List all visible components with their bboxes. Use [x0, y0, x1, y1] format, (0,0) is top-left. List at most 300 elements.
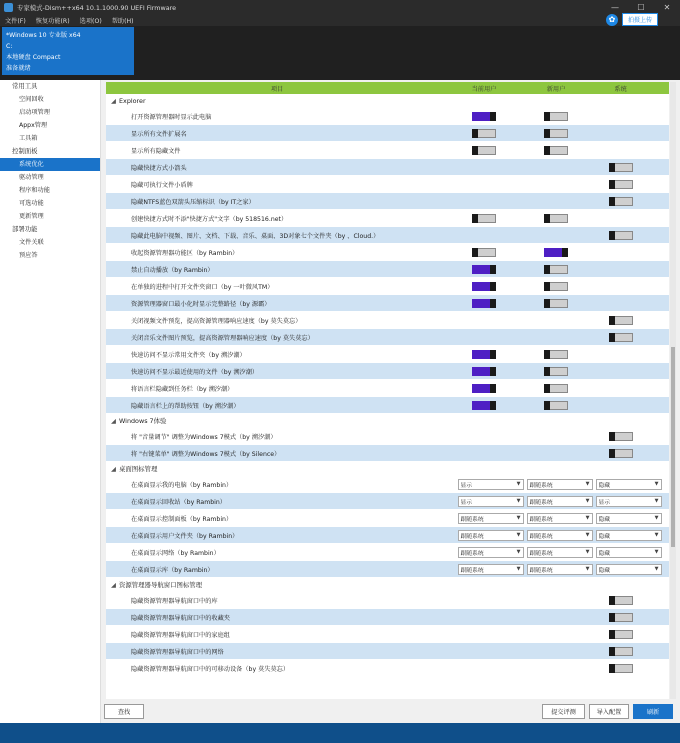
- toggle-knob: [490, 265, 496, 274]
- sidebar-group-title: 部署功能: [12, 225, 38, 233]
- setting-label: 收起资源管理器功能区（by Rambin）: [131, 249, 239, 257]
- new-user-toggle[interactable]: [544, 129, 568, 138]
- setting-row: [106, 346, 669, 363]
- current-user-cell: [448, 384, 520, 393]
- setting-row: [106, 609, 669, 626]
- new-user-cell: [520, 367, 592, 376]
- setting-row: [106, 227, 669, 244]
- setting-label: 资源管理器窗口最小化时显示完整路径（by 源霸）: [131, 300, 271, 308]
- select-value: 隐藏: [598, 482, 611, 489]
- system-toggle[interactable]: [609, 596, 633, 605]
- image-name: *Windows 10 专业版 x64: [6, 32, 81, 39]
- new-user-cell: [520, 214, 592, 223]
- toggle-knob: [609, 180, 615, 189]
- setting-label: 关闭音乐文件图片预览，提高资源管理器响应速度（by 莫失莫忘）: [131, 334, 314, 342]
- system-cell: [592, 596, 649, 605]
- visibility-select[interactable]: [458, 530, 524, 541]
- image-drive: C:: [6, 43, 13, 50]
- vertical-scrollbar[interactable]: [670, 82, 676, 699]
- section-header[interactable]: [106, 414, 669, 428]
- sidebar: [0, 80, 101, 723]
- select-cell: [525, 547, 594, 558]
- sidebar-item[interactable]: 文件关联: [19, 239, 44, 246]
- system-toggle[interactable]: [609, 231, 633, 240]
- settings-grid: [106, 82, 669, 699]
- header-system: 系统: [614, 85, 627, 93]
- visibility-select[interactable]: [527, 530, 593, 541]
- setting-row: [106, 295, 669, 312]
- new-user-cell: [520, 112, 592, 121]
- menu-help[interactable]: 帮助(H): [111, 17, 134, 25]
- toggle-knob: [609, 333, 615, 342]
- system-cell: [592, 316, 649, 325]
- setting-row: [106, 476, 669, 493]
- select-value: 跟随系统: [529, 550, 553, 557]
- system-toggle[interactable]: [609, 449, 633, 458]
- current-user-cell: [448, 112, 520, 121]
- system-cell: [592, 231, 649, 240]
- chevron-down-icon: ▼: [585, 498, 590, 504]
- system-cell: [592, 647, 649, 656]
- new-user-toggle[interactable]: [544, 265, 568, 274]
- current-user-cell: [448, 129, 520, 138]
- chevron-down-icon: ▼: [585, 566, 590, 572]
- status-bar: [0, 723, 680, 743]
- toggle-knob: [544, 384, 550, 393]
- title-bar: [0, 0, 680, 14]
- toggle-knob: [609, 613, 615, 622]
- setting-row: [106, 363, 669, 380]
- visibility-select[interactable]: [458, 564, 524, 575]
- setting-row: [106, 108, 669, 125]
- select-cell: [594, 513, 663, 524]
- current-user-toggle[interactable]: [472, 112, 496, 121]
- sidebar-item[interactable]: 系统优化: [0, 158, 100, 171]
- sidebar-item[interactable]: 驱动管理: [19, 174, 44, 181]
- current-user-cell: [448, 350, 520, 359]
- toggle-knob: [609, 647, 615, 656]
- current-user-cell: [448, 282, 520, 291]
- setting-row: [106, 244, 669, 261]
- visibility-select[interactable]: [458, 513, 524, 524]
- visibility-select[interactable]: [527, 547, 593, 558]
- chevron-down-icon: ▼: [654, 566, 659, 572]
- visibility-select[interactable]: [458, 479, 524, 490]
- visibility-select[interactable]: [458, 547, 524, 558]
- current-user-toggle[interactable]: [472, 214, 496, 223]
- upload-icon[interactable]: ✿: [606, 14, 618, 26]
- setting-label: 在桌面显示库（by Rambin）: [131, 566, 214, 574]
- select-cell: [456, 530, 525, 541]
- system-toggle[interactable]: [609, 180, 633, 189]
- select-cell: [594, 547, 663, 558]
- toggle-knob: [544, 214, 550, 223]
- setting-label: 隐藏资源管理器导航窗口中的网络: [131, 648, 224, 656]
- menu-file[interactable]: 文件(F): [5, 17, 26, 25]
- new-user-toggle[interactable]: [544, 299, 568, 308]
- toggle-knob: [544, 299, 550, 308]
- toggle-knob: [544, 367, 550, 376]
- toggle-knob: [609, 316, 615, 325]
- setting-label: 隐藏资源管理器导航窗口中的家庭组: [131, 631, 230, 639]
- setting-label: 显示所有隐藏文件: [131, 147, 181, 155]
- setting-label: 隐藏资源管理器导航窗口中的可移动设备（by 莫失莫忘）: [131, 665, 290, 673]
- system-cell: [592, 197, 649, 206]
- setting-label: 隐藏NTFS蓝色双箭头压缩标识（by IT之家）: [131, 198, 255, 206]
- new-user-cell: [520, 350, 592, 359]
- toggle-knob: [544, 350, 550, 359]
- select-cell: [456, 564, 525, 575]
- visibility-select[interactable]: [527, 513, 593, 524]
- toggle-knob: [609, 596, 615, 605]
- current-user-cell: [448, 248, 520, 257]
- setting-row: [106, 176, 669, 193]
- setting-row: [106, 544, 669, 561]
- section-title: [106, 416, 448, 425]
- visibility-select[interactable]: [596, 513, 662, 524]
- setting-label: 在桌面显示回收站（by Rambin）: [131, 498, 226, 506]
- collapse-caret-icon[interactable]: ◢: [111, 96, 116, 105]
- sidebar-item[interactable]: 启动项管理: [19, 109, 50, 116]
- scroll-thumb[interactable]: [671, 347, 675, 547]
- new-user-toggle[interactable]: [544, 282, 568, 291]
- toggle-knob: [562, 248, 568, 257]
- select-value: 显示: [460, 482, 473, 489]
- visibility-select[interactable]: [527, 496, 593, 507]
- select-cell: [594, 530, 663, 541]
- select-value: 跟随系统: [460, 567, 484, 574]
- current-user-toggle[interactable]: [472, 265, 496, 274]
- new-user-toggle[interactable]: [544, 384, 568, 393]
- setting-row: [106, 660, 669, 677]
- select-cell: [594, 479, 663, 490]
- toggle-knob: [609, 449, 615, 458]
- image-status: 准备就绪: [6, 65, 31, 72]
- select-value: 跟随系统: [529, 516, 553, 523]
- visibility-select[interactable]: [596, 564, 662, 575]
- setting-row: [106, 159, 669, 176]
- current-user-cell: [448, 401, 520, 410]
- system-toggle[interactable]: [609, 613, 633, 622]
- new-user-cell: [520, 248, 592, 257]
- setting-row: [106, 329, 669, 346]
- upload-button[interactable]: 拍摄上传: [622, 13, 658, 26]
- system-cell: [592, 432, 649, 441]
- setting-label: 在桌面显示我的电脑（by Rambin）: [131, 481, 233, 489]
- grid-header: [106, 82, 669, 94]
- current-user-cell: [448, 299, 520, 308]
- close-button[interactable]: ✕: [663, 2, 671, 12]
- setting-label: 显示所有文件扩展名: [131, 130, 187, 138]
- setting-row: [106, 626, 669, 643]
- toggle-knob: [472, 129, 478, 138]
- new-user-cell: [520, 265, 592, 274]
- toggle-knob: [472, 146, 478, 155]
- setting-row: [106, 312, 669, 329]
- current-user-cell: [448, 146, 520, 155]
- toggle-knob: [544, 129, 550, 138]
- select-cell: [525, 513, 594, 524]
- setting-label: 隐藏此电脑中视频、图片、文档、下载、音乐、桌面、3D对象七个文件夹（by 、Cloud.）: [131, 232, 380, 240]
- current-user-toggle[interactable]: [472, 367, 496, 376]
- setting-row: [106, 428, 669, 445]
- current-user-cell: [448, 214, 520, 223]
- new-user-cell: [520, 129, 592, 138]
- toggle-knob: [490, 384, 496, 393]
- select-value: 显示: [460, 499, 473, 506]
- chevron-down-icon: ▼: [585, 549, 590, 555]
- toggle-knob: [544, 401, 550, 410]
- new-user-toggle[interactable]: [544, 350, 568, 359]
- visibility-select[interactable]: [596, 496, 662, 507]
- toggle-knob: [472, 248, 478, 257]
- visibility-select[interactable]: [596, 547, 662, 558]
- setting-row: [106, 193, 669, 210]
- sidebar-item[interactable]: 更新管理: [19, 213, 44, 220]
- collapse-caret-icon[interactable]: ◢: [111, 465, 116, 473]
- current-user-toggle[interactable]: [472, 401, 496, 410]
- system-cell: [592, 163, 649, 172]
- setting-row: [106, 561, 669, 578]
- menu-options[interactable]: 选项(O): [79, 17, 102, 25]
- select-cell: [525, 564, 594, 575]
- section-header[interactable]: [106, 462, 669, 476]
- chevron-down-icon: ▼: [654, 532, 659, 538]
- select-value: 跟随系统: [460, 550, 484, 557]
- import-config-button[interactable]: 导入配置: [589, 704, 629, 719]
- system-cell: [592, 333, 649, 342]
- menu-bar: [0, 14, 680, 26]
- select-value: 隐藏: [598, 567, 611, 574]
- visibility-select[interactable]: [527, 479, 593, 490]
- sidebar-item[interactable]: 空间回收: [19, 96, 44, 103]
- select-value: 隐藏: [598, 533, 611, 540]
- toggle-knob: [544, 146, 550, 155]
- current-user-toggle[interactable]: [472, 350, 496, 359]
- setting-row: [106, 510, 669, 527]
- sidebar-item[interactable]: Appx管理: [19, 122, 48, 129]
- image-card[interactable]: [2, 27, 134, 75]
- find-button[interactable]: 查找: [104, 704, 144, 719]
- select-value: 跟随系统: [460, 516, 484, 523]
- app-icon: [4, 3, 13, 12]
- section-title-text: Explorer: [119, 96, 146, 105]
- setting-label: 隐藏语言栏上的帮助按钮（by 溯汐潮）: [131, 402, 240, 410]
- section-header[interactable]: [106, 94, 669, 108]
- toggle-knob: [609, 231, 615, 240]
- new-user-toggle[interactable]: [544, 146, 568, 155]
- select-cell: [525, 479, 594, 490]
- current-user-toggle[interactable]: [472, 384, 496, 393]
- new-user-toggle[interactable]: [544, 214, 568, 223]
- submit-review-button[interactable]: 提交评测: [542, 704, 585, 719]
- chevron-down-icon: ▼: [654, 515, 659, 521]
- select-value: 跟随系统: [529, 533, 553, 540]
- select-cell: [594, 564, 663, 575]
- select-value: 显示: [598, 499, 611, 506]
- collapse-caret-icon[interactable]: ◢: [111, 581, 116, 589]
- setting-label: 快速访问不显示最近使用的文件（by 溯汐潮）: [131, 368, 259, 376]
- select-value: 隐藏: [598, 550, 611, 557]
- system-cell: [592, 613, 649, 622]
- new-user-toggle[interactable]: [544, 112, 568, 121]
- visibility-select[interactable]: [596, 530, 662, 541]
- system-toggle[interactable]: [609, 197, 633, 206]
- toggle-knob: [609, 630, 615, 639]
- header-new-user: 新用户: [546, 85, 566, 93]
- current-user-toggle[interactable]: [472, 129, 496, 138]
- setting-row: [106, 261, 669, 278]
- setting-label: 隐藏资源管理器导航窗口中的库: [131, 597, 218, 605]
- toggle-knob: [490, 112, 496, 121]
- chevron-down-icon: ▼: [585, 532, 590, 538]
- chevron-down-icon: ▼: [516, 549, 521, 555]
- select-value: 隐藏: [598, 516, 611, 523]
- chevron-down-icon: ▼: [516, 498, 521, 504]
- system-toggle[interactable]: [609, 333, 633, 342]
- section-title: [106, 464, 448, 473]
- system-toggle[interactable]: [609, 630, 633, 639]
- current-user-toggle[interactable]: [472, 146, 496, 155]
- system-cell: [592, 630, 649, 639]
- setting-row: [106, 210, 669, 227]
- chevron-down-icon: ▼: [654, 549, 659, 555]
- system-toggle[interactable]: [609, 163, 633, 172]
- setting-row: [106, 380, 669, 397]
- setting-label: 将 "音量调节" 调整为Windows 7模式（by 溯汐潮）: [131, 433, 277, 441]
- section-title: [106, 97, 448, 105]
- setting-row: [106, 278, 669, 295]
- section-title: [106, 580, 448, 589]
- new-user-cell: [520, 384, 592, 393]
- collapse-caret-icon[interactable]: ◢: [111, 417, 116, 425]
- sidebar-item[interactable]: 预应答: [19, 252, 38, 259]
- setting-label: 在桌面显示网络（by Rambin）: [131, 549, 220, 557]
- sidebar-group-title: 控制面板: [12, 147, 38, 155]
- header-item: 项目: [270, 85, 284, 93]
- visibility-select[interactable]: [527, 564, 593, 575]
- system-toggle[interactable]: [609, 647, 633, 656]
- setting-row: [106, 643, 669, 660]
- system-toggle[interactable]: [609, 664, 633, 673]
- sidebar-item[interactable]: 程序和功能: [19, 187, 50, 194]
- image-disk: 本地硬盘 Compact: [6, 54, 61, 61]
- chevron-down-icon: ▼: [654, 481, 659, 487]
- setting-row: [106, 142, 669, 159]
- system-cell: [592, 664, 649, 673]
- system-cell: [592, 180, 649, 189]
- new-user-toggle[interactable]: [544, 367, 568, 376]
- new-user-toggle[interactable]: [544, 248, 568, 257]
- select-cell: [525, 496, 594, 507]
- current-user-toggle[interactable]: [472, 282, 496, 291]
- toggle-knob: [472, 214, 478, 223]
- select-cell: [456, 513, 525, 524]
- chevron-down-icon: ▼: [654, 498, 659, 504]
- new-user-cell: [520, 146, 592, 155]
- setting-label: 将 "右键菜单" 调整为Windows 7模式（by Silence）: [131, 450, 281, 458]
- select-value: 跟随系统: [529, 499, 553, 506]
- minimize-button[interactable]: —: [611, 2, 619, 12]
- system-toggle[interactable]: [609, 316, 633, 325]
- select-value: 跟随系统: [529, 482, 553, 489]
- toggle-knob: [490, 350, 496, 359]
- toggle-knob: [609, 197, 615, 206]
- setting-label: 在桌面显示控制面板（by Rambin）: [131, 515, 233, 523]
- maximize-button[interactable]: ☐: [637, 2, 645, 12]
- new-user-cell: [520, 282, 592, 291]
- select-cell: [594, 496, 663, 507]
- chevron-down-icon: ▼: [516, 481, 521, 487]
- chevron-down-icon: ▼: [516, 515, 521, 521]
- select-value: 跟随系统: [529, 567, 553, 574]
- toggle-knob: [609, 163, 615, 172]
- sidebar-item[interactable]: 工具箱: [19, 135, 38, 142]
- toggle-knob: [490, 367, 496, 376]
- section-title-text: 资源管理器导航窗口图标管理: [119, 581, 203, 589]
- current-user-toggle[interactable]: [472, 299, 496, 308]
- toggle-knob: [490, 401, 496, 410]
- system-toggle[interactable]: [609, 432, 633, 441]
- current-user-toggle[interactable]: [472, 248, 496, 257]
- section-header[interactable]: [106, 578, 669, 592]
- chevron-down-icon: ▼: [516, 532, 521, 538]
- setting-label: 快速访问不显示常用文件夹（by 溯汐潮）: [131, 351, 246, 359]
- setting-label: 禁止自动播放（by Rambin）: [131, 266, 214, 274]
- setting-row: [106, 592, 669, 609]
- setting-row: [106, 493, 669, 510]
- chevron-down-icon: ▼: [585, 515, 590, 521]
- setting-label: 打开资源管理器时显示此电脑: [131, 113, 212, 121]
- setting-row: [106, 397, 669, 414]
- upload-area: [606, 13, 658, 26]
- setting-label: 将语言栏隐藏到任务栏（by 溯汐潮）: [131, 385, 234, 393]
- toggle-knob: [490, 282, 496, 291]
- setting-label: 隐藏快捷方式小箭头: [131, 164, 187, 172]
- setting-row: [106, 445, 669, 462]
- new-user-cell: [520, 401, 592, 410]
- menu-restore[interactable]: 恢复功能(R): [35, 17, 70, 25]
- system-cell: [592, 449, 649, 458]
- visibility-select[interactable]: [596, 479, 662, 490]
- setting-label: 在桌面显示用户文件夹（by Rambin）: [131, 532, 239, 540]
- section-title-text: Windows 7体验: [119, 417, 167, 425]
- toggle-knob: [544, 282, 550, 291]
- sidebar-item[interactable]: 可选功能: [19, 200, 44, 207]
- new-user-toggle[interactable]: [544, 401, 568, 410]
- header-current-user: 当前用户: [471, 85, 497, 93]
- current-user-cell: [448, 367, 520, 376]
- setting-label: 创建快捷方式时不添"快捷方式"文字（by 518516.net）: [131, 215, 288, 223]
- toggle-knob: [544, 112, 550, 121]
- setting-label: 隐藏可执行文件小盾牌: [131, 181, 193, 189]
- select-value: 跟随系统: [460, 533, 484, 540]
- select-cell: [525, 530, 594, 541]
- toggle-knob: [609, 664, 615, 673]
- select-cell: [456, 496, 525, 507]
- setting-row: [106, 125, 669, 142]
- setting-label: 隐藏资源管理器导航窗口中的收藏夹: [131, 614, 230, 622]
- chevron-down-icon: ▼: [516, 566, 521, 572]
- select-cell: [456, 547, 525, 558]
- toggle-knob: [544, 265, 550, 274]
- setting-row: [106, 527, 669, 544]
- visibility-select[interactable]: [458, 496, 524, 507]
- new-user-cell: [520, 299, 592, 308]
- refresh-button[interactable]: 刷新: [633, 704, 673, 719]
- select-cell: [456, 479, 525, 490]
- chevron-down-icon: ▼: [585, 481, 590, 487]
